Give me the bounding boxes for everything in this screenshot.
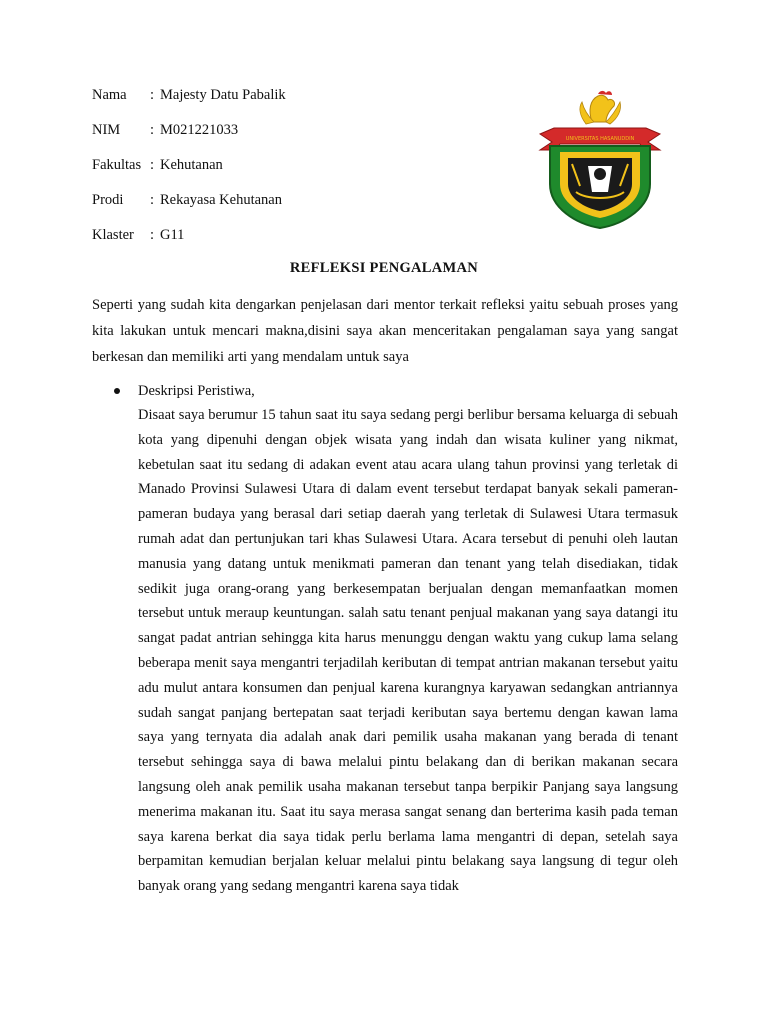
- section-body: Disaat saya berumur 15 tahun saat itu saya sedang pergi berlibur bersama keluarga di sebuah kota yang dipenuhi dengan objek wisata yang indah dan wisata kuliner yang nikmat, kebetulan saat itu sedang di adakan event atau acara ulang tahun provinsi yang terletak di Manado Provinsi Sulawesi Utara di dalam event tersebut terdapat banyak sekali pameran-pameran budaya yang berasal dari setiap daerah yang terletak di Sulawesi Utara termasuk rumah adat dan pertunjukan tari khas Sulawesi Utara. Acara tersebut di penuhi oleh lautan manusia yang datang untuk menikmati pameran dan tenant yang telah disediakan, tidak sedikit juga orang-orang yang berkesempatan berjualan dengan memanfaatkan momen tersebut untuk meraup keuntungan. salah satu tenant penjual makanan yang saya datangi itu sangat padat antrian sehingga kita harus menunggu dengan waktu yang cukup lama selang beberapa menit saya mengantri terjadilah keributan di tempat antrian makanan tersebut yaitu adu mulut antara konsumen dan penjual karena kurangnya karyawan sedangkan antriannya sudah sangat panjang bertepatan saat terjadi keributan saya bertemu dengan kawan lama saya yang ternyata dia adalah anak dari pemilik usaha makanan yang berada di tenant tersebut sehingga saya di bawa melalui pintu belakang dan di berikan makanan secara langsung oleh anak pemilik usaha makanan tersebut tanpa berpikir Panjang saya langsung menerima makanan itu. Saat itu saya merasa sangat senang dan berterima kasih pada teman saya karena berkat dia saya tidak perlu berlama lama mengantri di depan, setelah saya berpamitan kemudian berjalan keluar melalui pintu belakang saya langsung di tegur oleh banyak orang yang sedang mengantri karena saya tidak: [138, 407, 678, 895]
- info-row-prodi: [92, 189, 286, 224]
- info-row-nim: [92, 119, 286, 154]
- info-row-klaster: [92, 224, 286, 259]
- info-row-nama: [92, 84, 286, 119]
- info-label: Nama: [92, 87, 127, 103]
- info-value: G11: [160, 227, 185, 243]
- bullet-icon: [114, 388, 120, 394]
- info-value: Rekayasa Kehutanan: [160, 192, 282, 208]
- student-info: [92, 84, 286, 259]
- info-label: Klaster: [92, 227, 134, 243]
- page-title: REFLEKSI PENGALAMAN: [289, 260, 479, 276]
- info-row-fakultas: [92, 154, 286, 189]
- info-value: Kehutanan: [160, 157, 223, 173]
- crest-banner-text: UNIVERSITAS HASANUDDIN: [565, 136, 635, 142]
- info-value: M021221033: [160, 122, 239, 138]
- info-separator: :: [150, 157, 155, 173]
- university-crest-icon: [536, 88, 664, 230]
- info-separator: :: [150, 87, 155, 103]
- info-label: Prodi: [92, 192, 124, 208]
- rooster-icon: [580, 91, 621, 124]
- info-label: Fakultas: [92, 157, 142, 173]
- intro-paragraph: Seperti yang sudah kita dengarkan penjelasan dari mentor terkait refleksi yaitu sebuah proses yang kita lakukan untuk mencari makna,disini saya akan menceritakan pengalaman saya yang sangat berkesan dan memiliki arti yang mendalam untuk saya: [92, 297, 678, 365]
- section-heading: Deskripsi Peristiwa,: [138, 383, 255, 399]
- info-label: NIM: [92, 122, 121, 138]
- info-value: Majesty Datu Pabalik: [160, 87, 286, 103]
- info-separator: :: [150, 227, 155, 243]
- info-separator: :: [150, 122, 155, 138]
- info-separator: :: [150, 192, 155, 208]
